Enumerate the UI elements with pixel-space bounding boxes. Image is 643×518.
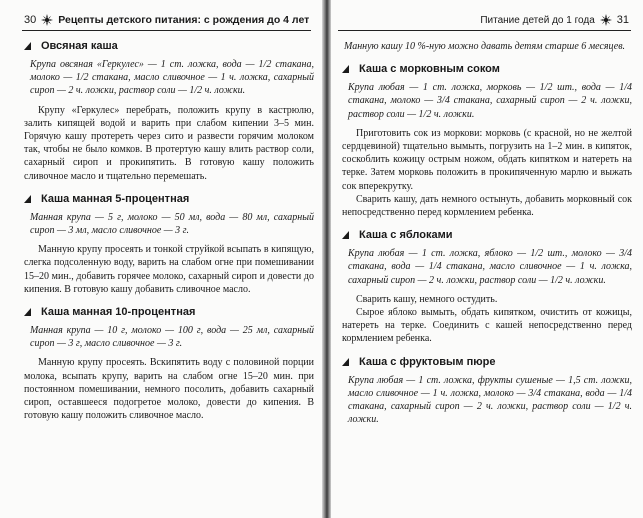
recipe-ingredients: Крупа любая — 1 ст. ложка, морковь — 1/2 шт., вода — 1/4 стакана, молоко — 3/4 стакана, сахарный сироп — 2 ч. ложки, раствор соли — 1/2 ч. ложки. bbox=[348, 82, 632, 120]
recipe-heading bbox=[24, 40, 314, 52]
recipe-instructions: Сварить кашу, дать немного остынуть, добавить морковный сок непосредственно перед кормлением ребенка. bbox=[342, 193, 632, 219]
recipe-heading bbox=[342, 229, 632, 241]
right-page bbox=[330, 0, 643, 518]
recipe-section bbox=[342, 63, 632, 219]
triangle-marker-icon bbox=[342, 231, 349, 239]
recipe-ingredients: Крупа любая — 1 ст. ложка, фрукты сушеные — 1,5 ст. ложки, масло сливочное — 1 ч. ложка, молоко — 3/4 стакана, вода — 1/4 стакана, сахарный сироп — 2 ч. ложки, раствор соли — 1/2 ч. ложки. bbox=[348, 374, 632, 426]
triangle-marker-icon bbox=[342, 65, 349, 73]
recipe-ingredients: Крупа овсяная «Геркулес» — 1 ст. ложка, вода — 1/2 стакана, молоко — 1/2 стакана, масло сливочное — 1 ч. ложка, сахарный сироп — 2 ч. ложки, раствор соли — 1/2 ч. ложки. bbox=[30, 59, 314, 97]
star-ornament-icon bbox=[41, 14, 53, 26]
recipe-heading-text: Каша манная 5-процентная bbox=[41, 192, 190, 205]
header-rule bbox=[338, 30, 631, 31]
triangle-marker-icon bbox=[342, 358, 349, 366]
recipe-section bbox=[342, 229, 632, 345]
recipe-heading bbox=[342, 356, 632, 368]
recipe-heading bbox=[342, 63, 632, 75]
recipe-ingredients: Крупа любая — 1 ст. ложка, яблоко — 1/2 шт., молоко — 3/4 стакана, вода — 1/4 стакана, масло сливочное — 1 ч. ложка, сахарный сироп — 2 ч. ложки, раствор соли — 1/2 ч. ложки. bbox=[348, 248, 632, 286]
recipe-heading-text: Каша с морковным соком bbox=[359, 63, 500, 76]
recipe-heading bbox=[24, 193, 314, 205]
left-content bbox=[24, 40, 314, 422]
header-rule bbox=[22, 30, 311, 31]
recipe-heading-text: Каша с фруктовым пюре bbox=[359, 355, 496, 368]
recipe-heading-text: Овсяная каша bbox=[41, 40, 118, 52]
recipe-instructions: Приготовить сок из моркови: морковь (с красной, но не желтой сердцевиной) тщательно вымыть, погрузить на 1–2 мин. в кипяток, соскоблить кожицу острым ножом, обдать кипятком и натереть на терке. Затем морковь положить в прокипяченную марлю и выжать сок вперекрутку. bbox=[342, 127, 632, 192]
page-number-right: 31 bbox=[616, 14, 629, 26]
recipe-section bbox=[342, 356, 632, 427]
recipe-instructions: Сырое яблоко вымыть, обдать кипятком, очистить от кожицы, натереть на терке. Соединить с кашей непосредственно перед кормлением ребенка. bbox=[342, 307, 632, 345]
recipe-heading-text: Каша с яблоками bbox=[359, 229, 453, 242]
recipe-ingredients: Манная крупа — 5 г, молоко — 50 мл, вода — 80 мл, сахарный сироп — 3 мл, масло сливочное — 3 г. bbox=[30, 211, 314, 237]
triangle-marker-icon bbox=[24, 195, 31, 203]
recipe-section bbox=[24, 40, 314, 183]
triangle-marker-icon bbox=[24, 42, 31, 50]
recipe-heading bbox=[24, 306, 314, 318]
recipe-instructions: Крупу «Геркулес» перебрать, положить крупу в кастрюлю, залить кипящей водой и варить при слабом кипении 3–5 мин. Горячую кашу протереть через сито и развести горячим молоком так, чтобы не было комков. В протертую кашу влить раствор соли, сахарный сироп и прокипятить. В готовую кашу положить сливочное масло и тщательно перемешать. bbox=[24, 104, 314, 182]
star-ornament-icon bbox=[600, 14, 612, 26]
running-head-left bbox=[24, 14, 309, 26]
running-title-right: Питание детей до 1 года bbox=[480, 14, 595, 26]
running-title-left: Рецепты детского питания: с рождения до 4 лет bbox=[58, 14, 310, 26]
recipe-instructions: Манную крупу просеять. Вскипятить воду с половиной порции молока, всыпать крупу, варить на слабом огне 15–20 мин. при постоянном помешивании, немного посолить, добавить сахарный сироп, оставшееся подогретое молоко, довести до кипения. В готовую кашу положить сливочное масло. bbox=[24, 357, 314, 422]
page-number-left: 30 bbox=[24, 14, 37, 26]
triangle-marker-icon bbox=[24, 308, 31, 316]
recipe-ingredients: Манная крупа — 10 г, молоко — 100 г, вода — 25 мл, сахарный сироп — 3 г, масло сливочное — 3 г. bbox=[30, 325, 314, 350]
recipe-section bbox=[24, 306, 314, 422]
recipe-heading-text: Каша манная 10-процентная bbox=[41, 306, 196, 319]
recipe-instructions: Манную крупу просеять и тонкой струйкой всыпать в кипящую, слегка подсоленную воду, варить на слабом огне при помешивании 15–20 мин., добавить горячее молоко, сахарный сироп и довести до кипения. В готовую кашу добавить сливочное масло. bbox=[24, 244, 314, 295]
intro-note: Манную кашу 10 %-ную можно давать детям старше 6 месяцев. bbox=[344, 41, 626, 52]
recipe-instructions: Сварить кашу, немного остудить. bbox=[356, 293, 498, 305]
right-content bbox=[342, 40, 632, 432]
running-head-right bbox=[480, 14, 629, 26]
recipe-section bbox=[24, 193, 314, 296]
